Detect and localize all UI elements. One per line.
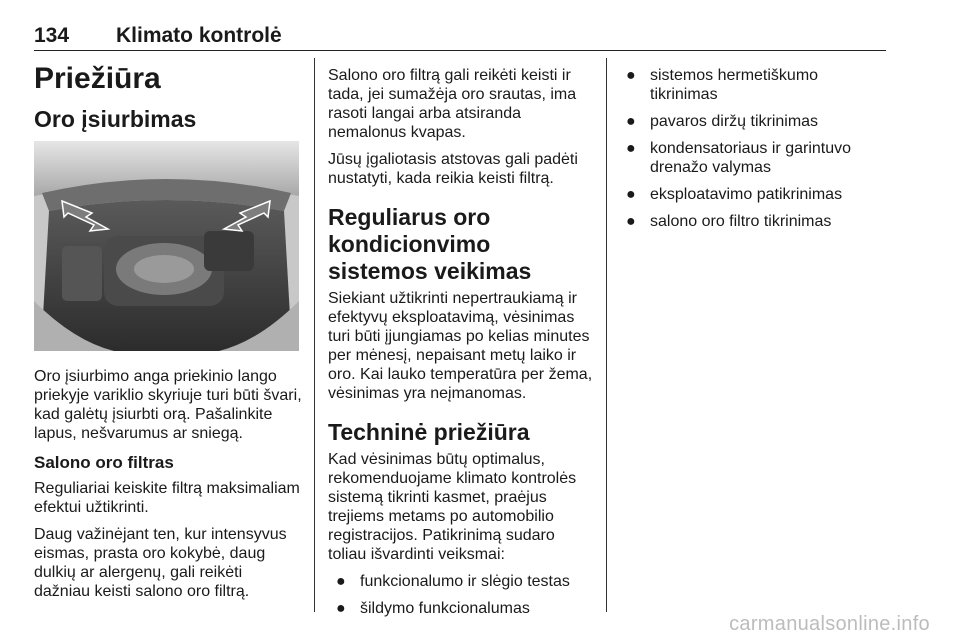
list-item: ● kondensatoriaus ir garintuvo drenažo valymas — [626, 140, 852, 176]
watermark: carmanualsonline.info — [729, 613, 930, 635]
column-right — [618, 58, 886, 239]
list-item: ● pavaros diržų tikrinimas — [626, 113, 819, 130]
paragraph-filter-replace: Reguliariai keiskite filtrą maksimaliam efektui užtikrinti. — [34, 480, 300, 516]
paragraph-filter-heavy-traffic: Daug važinėjant ten, kur intensyvus eismas, prasta oro kokybė, daug dulkių ar alergenų, gali reikėti dažniau keisti salono oro filtrą. — [34, 526, 287, 600]
list-item: ● funkcionalumo ir slėgio testas — [336, 573, 570, 590]
section-heading-air-intake: Oro įsiurbimas — [34, 106, 197, 132]
section-heading-ac-operation: Reguliarus oro kondicionvimo sistemos veikimas — [328, 204, 532, 284]
column-divider — [606, 58, 607, 612]
page-header — [34, 22, 886, 51]
paragraph-dealer-help: Jūsų įgaliotasis atstovas gali padėti nustatyti, kada reikia keisti filtrą. — [328, 151, 578, 187]
list-item: ● šildymo funkcionalumas — [336, 600, 530, 617]
page-number: 134 — [34, 24, 70, 47]
paragraph-air-intake: Oro įsiurbimo anga priekinio lango priekyje variklio skyriuje turi būti švari, kad galėtų įsiurbti orą. Pašalinkite lapus, nešvarumus ar sniegą. — [34, 368, 302, 442]
column-left — [34, 58, 302, 609]
list-item: ● eksploatavimo patikrinimas — [626, 186, 843, 203]
bullet-icon: ● — [626, 67, 636, 84]
bullet-icon: ● — [626, 113, 636, 130]
subsection-heading-cabin-filter: Salono oro filtras — [34, 453, 174, 472]
column-divider — [314, 58, 315, 612]
chapter-title: Klimato kontrolė — [116, 24, 282, 47]
bullet-icon: ● — [626, 140, 636, 157]
maintenance-list-part1 — [328, 572, 596, 618]
paragraph-filter-airflow: Salono oro filtrą gali reikėti keisti ir tada, jei sumažėja oro srautas, ima rasoti langai arba atsiranda nemalonus kvapas. — [328, 67, 577, 141]
column-middle — [328, 58, 596, 626]
list-item: ● sistemos hermetiškumo tikrinimas — [626, 67, 819, 103]
list-item: ● salono oro filtro tikrinimas — [626, 213, 832, 230]
engine-bay-photo — [34, 141, 299, 351]
bullet-icon: ● — [336, 573, 346, 590]
paragraph-maintenance: Kad vėsinimas būtų optimalus, rekomenduojame klimato kontrolės sistemą tikrinti kasmet, praėjus trejiems metams po automobilio registracijos. Patikrinimą sudaro toliau išvardinti veiksmai: — [328, 451, 577, 563]
main-title: Priežiūra — [34, 62, 161, 95]
bullet-icon: ● — [626, 213, 636, 230]
maintenance-list-part2 — [618, 66, 886, 231]
bullet-icon: ● — [626, 186, 636, 203]
bullet-icon: ● — [336, 600, 346, 617]
section-heading-maintenance: Techninė priežiūra — [328, 419, 530, 445]
paragraph-ac-operation: Siekiant užtikrinti nepertraukiamą ir efektyvų eksploatavimą, vėsinimas turi būti įjungiamas po kelias minutes per mėnesį, nepaisant metų laiko ir oro. Kai lauko temperatūra per žema, vėsinimas yra neįmanomas. — [328, 290, 593, 402]
